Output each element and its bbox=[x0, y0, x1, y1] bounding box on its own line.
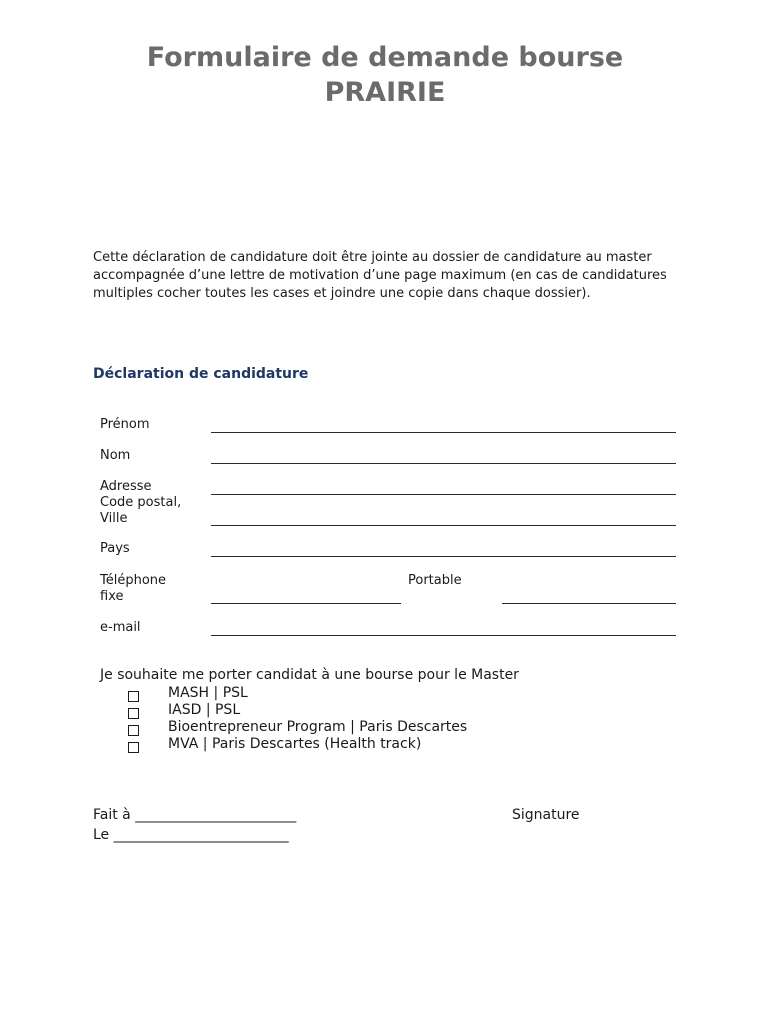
choice-label: IASD | PSL bbox=[168, 702, 241, 718]
label-email: e-mail bbox=[100, 620, 141, 635]
label-adresse-line-2: Code postal, bbox=[100, 495, 182, 510]
choice-label: MVA | Paris Descartes (Health track) bbox=[168, 736, 422, 752]
page-title bbox=[0, 40, 770, 110]
choice-label: Bioentrepreneur Program | Paris Descartes bbox=[168, 719, 468, 735]
label-telephone-line-2: fixe bbox=[100, 589, 124, 604]
title-line-1: Formulaire de demande bourse bbox=[146, 42, 624, 73]
checkbox-icon[interactable] bbox=[128, 725, 139, 736]
label-adresse-line-3: Ville bbox=[100, 511, 128, 526]
intro-paragraph: Cette déclaration de candidature doit être jointe au dossier de candidature au master accompagnée d’une lettre de motivation d’une page maximum (en cas de candidatures multiples cocher toutes les cases et joindre une copie dans chaque dossier). bbox=[93, 250, 667, 301]
section-heading: Déclaration de candidature bbox=[93, 366, 309, 382]
label-telephone-line-1: Téléphone bbox=[100, 573, 167, 588]
email-field[interactable] bbox=[211, 635, 676, 636]
choice-item-mash[interactable] bbox=[128, 685, 248, 702]
choice-item-iasd[interactable] bbox=[128, 702, 241, 719]
title-line-2: PRAIRIE bbox=[324, 77, 446, 108]
prenom-field[interactable] bbox=[211, 432, 676, 433]
nom-field[interactable] bbox=[211, 463, 676, 464]
pays-field[interactable] bbox=[211, 556, 676, 557]
label-prenom: Prénom bbox=[100, 417, 150, 432]
choice-item-bioentrepreneur[interactable] bbox=[128, 719, 468, 736]
portable-field[interactable] bbox=[502, 603, 676, 604]
label-pays: Pays bbox=[100, 541, 130, 556]
signature-label: Signature bbox=[512, 807, 580, 823]
choice-label: MASH | PSL bbox=[168, 685, 248, 701]
label-telephone bbox=[100, 573, 166, 605]
label-nom: Nom bbox=[100, 448, 131, 463]
date-field[interactable]: Le _________________________ bbox=[93, 827, 289, 843]
label-adresse bbox=[100, 479, 181, 527]
code-postal-ville-field[interactable] bbox=[211, 525, 676, 526]
choice-item-mva[interactable] bbox=[128, 736, 422, 753]
telephone-field[interactable] bbox=[211, 603, 401, 604]
checkbox-icon[interactable] bbox=[128, 708, 139, 719]
adresse-field[interactable] bbox=[211, 494, 676, 495]
label-adresse-line-1: Adresse bbox=[100, 479, 152, 494]
choice-intro: Je souhaite me porter candidat à une bourse pour le Master bbox=[100, 667, 519, 683]
fait-a-field[interactable]: Fait à _______________________ bbox=[93, 807, 297, 823]
label-portable: Portable bbox=[408, 573, 462, 588]
checkbox-icon[interactable] bbox=[128, 742, 139, 753]
checkbox-icon[interactable] bbox=[128, 691, 139, 702]
